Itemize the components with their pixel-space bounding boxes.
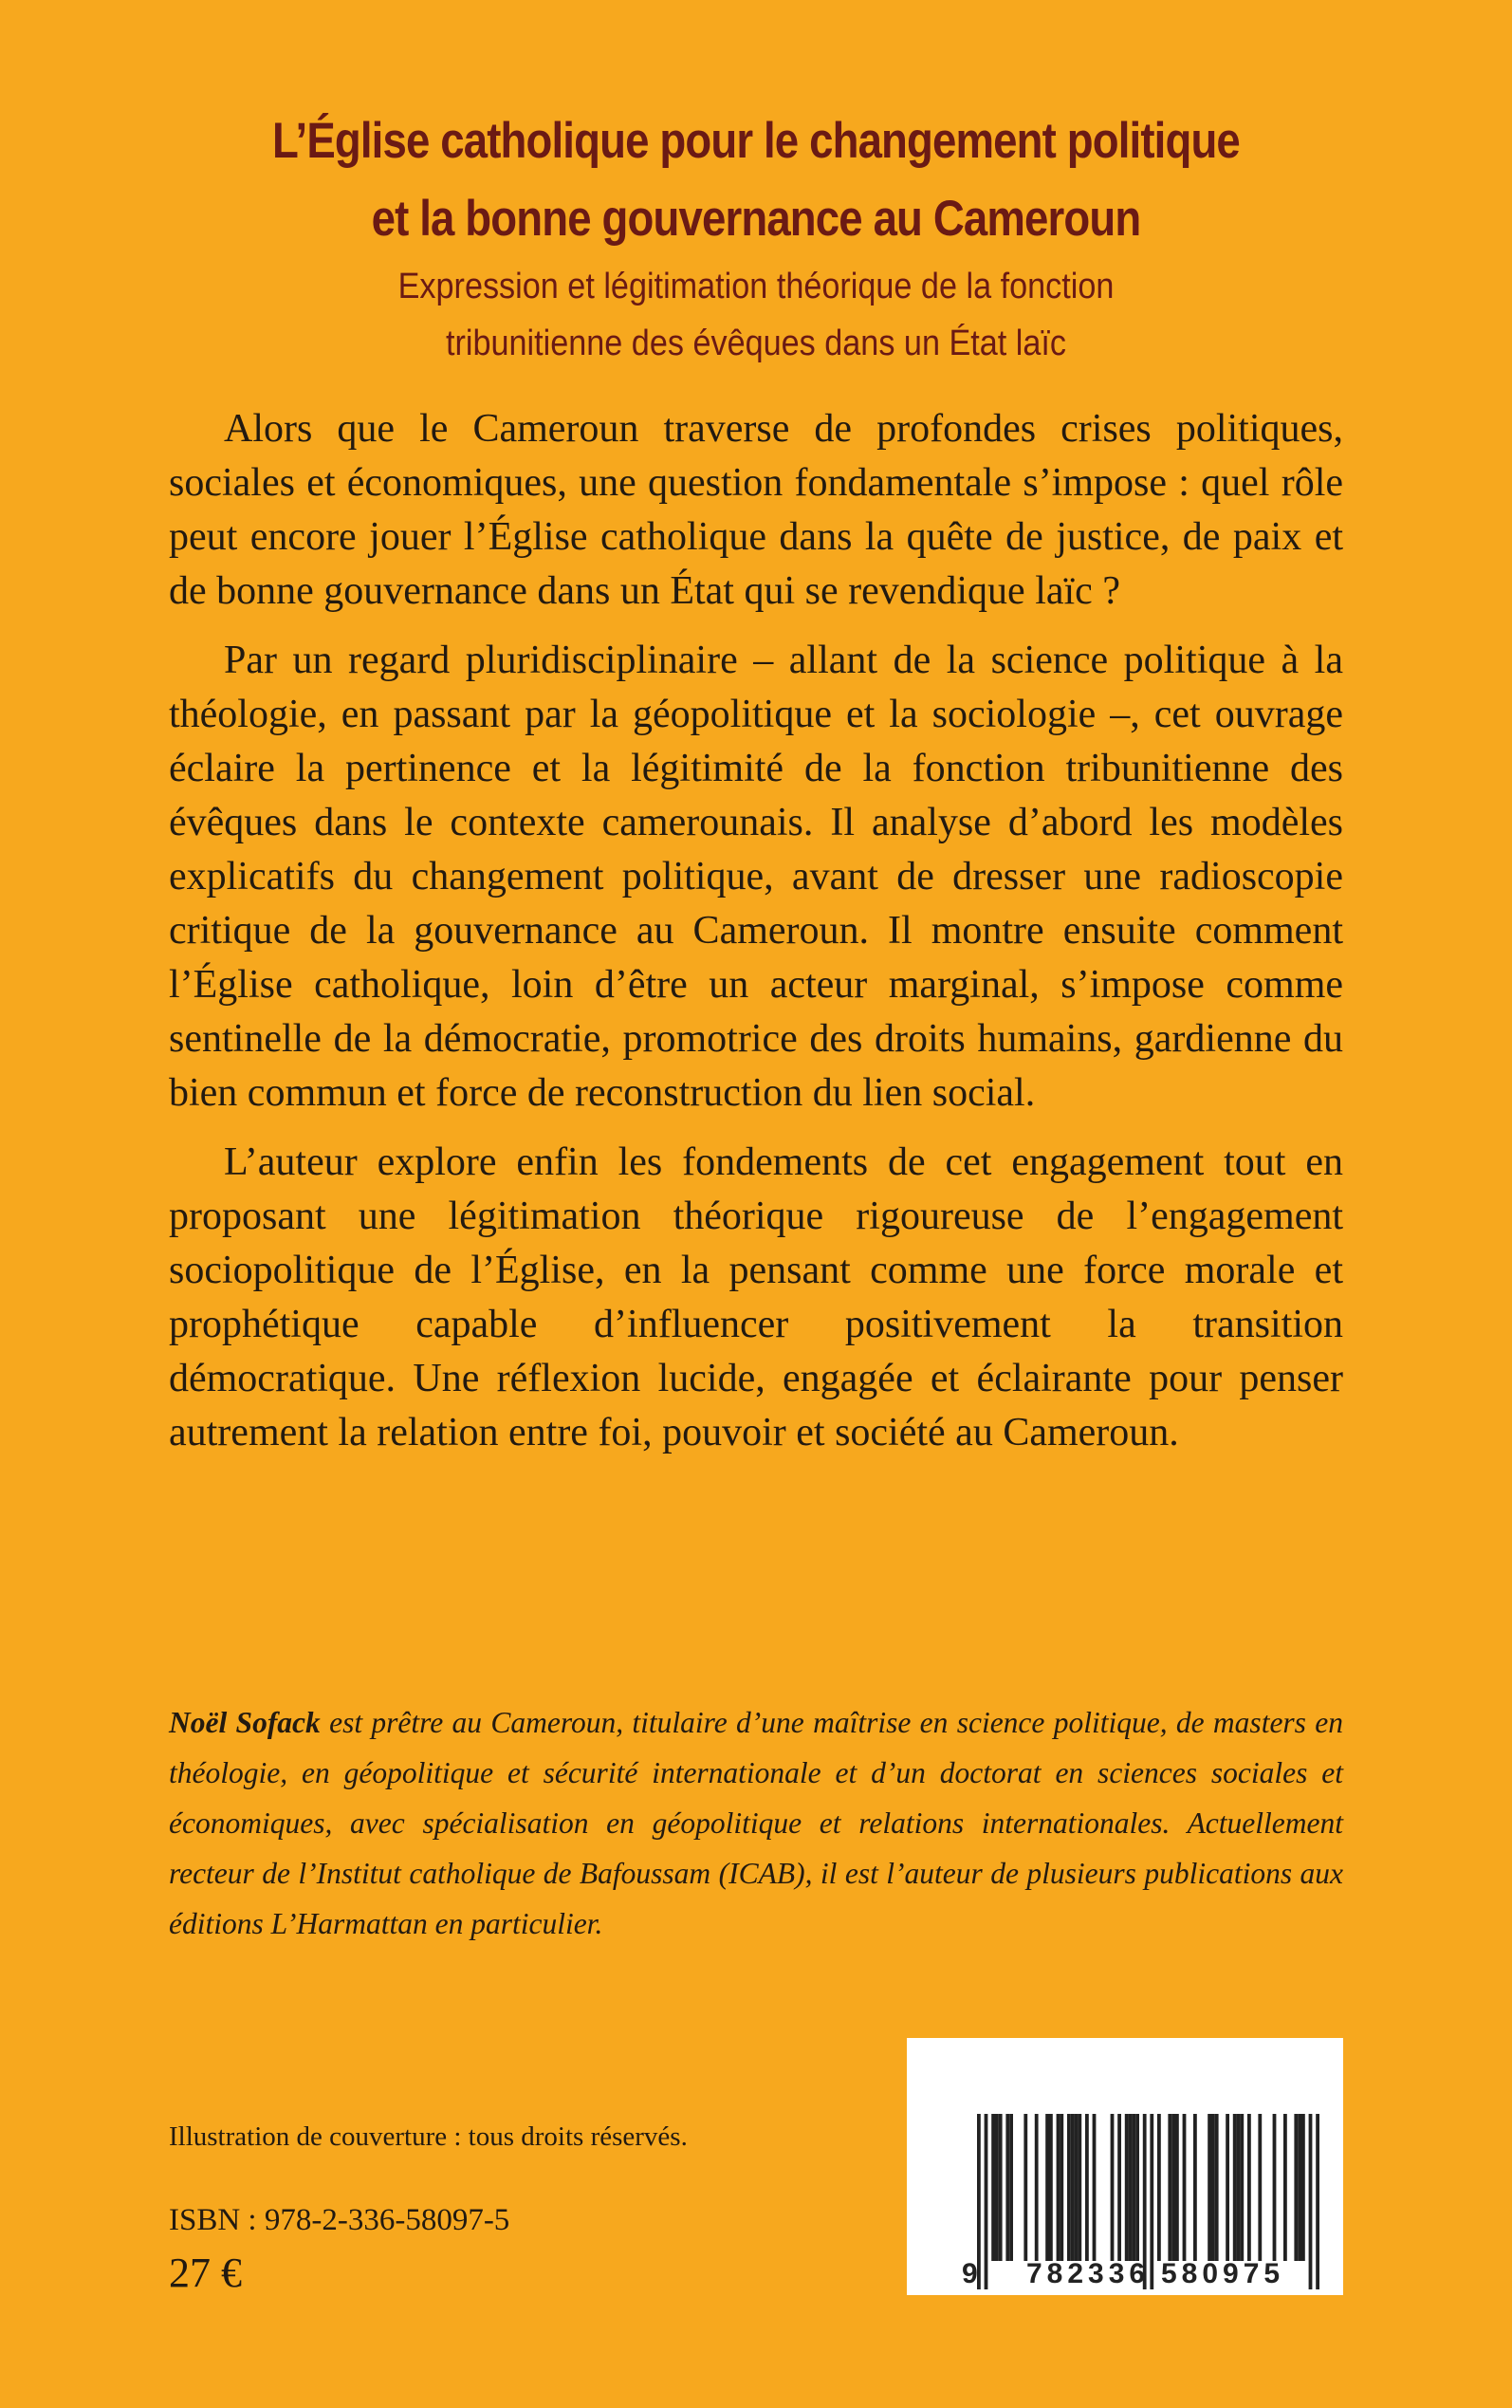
subtitle-line-1: Expression et légitimation théorique de la fonction: [397, 267, 1115, 306]
book-title: [0, 102, 1512, 258]
barcode-bar: [1226, 2114, 1229, 2261]
barcode-bar: [1111, 2114, 1115, 2261]
barcode-bar: [1233, 2114, 1237, 2261]
barcode-bar: [1067, 2114, 1071, 2261]
barcode-bar: [1132, 2114, 1135, 2261]
barcode-bar: [1023, 2114, 1027, 2261]
barcode-bar: [1183, 2114, 1187, 2261]
barcode-bar: [1157, 2114, 1161, 2261]
barcode-bar: [999, 2114, 1003, 2261]
barcode-bar: [1208, 2114, 1211, 2261]
title-line-2: et la bonne gouvernance au Cameroun: [371, 191, 1141, 247]
barcode-bar: [1057, 2114, 1060, 2261]
barcode-bar: [1301, 2114, 1305, 2261]
barcode-bar: [1049, 2114, 1053, 2261]
barcode-bar: [991, 2114, 995, 2261]
barcode-bar: [1093, 2114, 1097, 2261]
barcode-bar: [1294, 2114, 1298, 2261]
barcode-bar: [1193, 2114, 1197, 2261]
price: 27 €: [169, 2250, 242, 2296]
title-line-1: L’Église catholique pour le changement politique: [272, 113, 1240, 169]
barcode-bar: [1150, 2114, 1153, 2289]
barcode-bar: [1005, 2114, 1009, 2261]
barcode-bar: [1035, 2114, 1039, 2261]
barcode-bar: [1078, 2114, 1081, 2261]
author-bio: [169, 1697, 1343, 1949]
blurb-paragraph: Alors que le Cameroun traverse de profondes crises politiques, sociales et économiques, une question fondamentale s’impose : quel rôle peut encore jouer l’Église catholique dans la quête de justice, de paix et de bonne gouvernance dans un État qui se revendique laïc ?: [169, 407, 1343, 613]
barcode-bar: [1175, 2114, 1179, 2261]
barcode-bar: [1045, 2114, 1049, 2261]
blurb-paragraph: Par un regard pluridisciplinaire – allant de la science politique à la théologie, en passant par la géopolitique et la sociologie –, cet ouvrage éclaire la pertinence et la légitimité de la fonction tribunitienne des évêques dans le contexte camerounais. Il analyse d’abord les modèles explicatifs du changement politique, avant de dresser une radioscopie critique de la gouvernance au Cameroun. Il montre ensuite comment l’Église catholique, loin d’être un acteur marginal, s’impose comme sentinelle de la démocratie, promotrice des droits humains, gardienne du bien commun et force de reconstruction du lien social.: [169, 639, 1343, 1115]
barcode-digit-group-3: 580975: [1161, 2258, 1285, 2289]
subtitle-line-2: tribunitienne des évêques dans un État laïc: [445, 324, 1067, 363]
barcode-bar: [1215, 2114, 1219, 2261]
illustration-credit: Illustration de couverture : tous droits réservés.: [169, 2121, 688, 2152]
author-bio-text: est prêtre au Cameroun, titulaire d’une maîtrise en science politique, de masters en théologie, en géopolitique et sécurité internationale et d’un doctorat en sciences sociales et économiques, avec spécialisation en géopolitique et relations internationales. Actuellement recteur de l’Institut catholique de Bafoussam (ICAB), il est l’auteur de plusieurs publications aux éditions L’Harmattan en particulier.: [169, 1706, 1343, 1940]
barcode-bars: [907, 2038, 1343, 2295]
barcode-bar: [1085, 2114, 1089, 2261]
barcode-bar: [1283, 2114, 1287, 2261]
barcode-bar: [1316, 2114, 1319, 2289]
barcode: [907, 2038, 1343, 2295]
barcode-digit-group-2: 782336: [1026, 2258, 1151, 2289]
barcode-bar: [1237, 2114, 1241, 2261]
barcode-bar: [1075, 2114, 1079, 2261]
author-name: Noël Sofack: [169, 1706, 321, 1739]
barcode-bar: [995, 2114, 999, 2261]
isbn: ISBN : 978-2-336-58097-5: [169, 2203, 510, 2237]
barcode-bar: [1171, 2114, 1175, 2261]
barcode-bar: [1309, 2114, 1313, 2289]
barcode-bar: [1298, 2114, 1301, 2261]
barcode-bar: [1258, 2114, 1262, 2261]
barcode-bar: [1060, 2114, 1063, 2261]
barcode-bar: [1125, 2114, 1129, 2261]
barcode-bar: [1117, 2114, 1121, 2261]
barcode-bar: [1273, 2114, 1277, 2261]
barcode-digit-group-1: 9: [962, 2258, 978, 2289]
blurb-paragraph: L’auteur explore enfin les fondements de cet engagement tout en proposant une légitimation théorique rigoureuse de l’engagement sociopolitique de l’Église, en la pensant comme une force morale et prophétique capable d’influencer positivement la transition démocratique. Une réflexion lucide, engagée et éclairante pour penser autrement la relation entre foi, pouvoir et société au Cameroun.: [169, 1140, 1343, 1454]
barcode-bar: [1129, 2114, 1133, 2261]
barcode-bar: [1009, 2114, 1013, 2261]
blurb: [169, 402, 1343, 1475]
barcode-bar: [985, 2114, 988, 2289]
barcode-bar: [1071, 2114, 1075, 2261]
barcode-bar: [1247, 2114, 1251, 2261]
book-subtitle: [0, 258, 1512, 372]
barcode-bar: [1135, 2114, 1139, 2261]
barcode-bar: [1211, 2114, 1215, 2261]
barcode-bar: [1168, 2114, 1171, 2261]
barcode-bar: [1240, 2114, 1244, 2261]
